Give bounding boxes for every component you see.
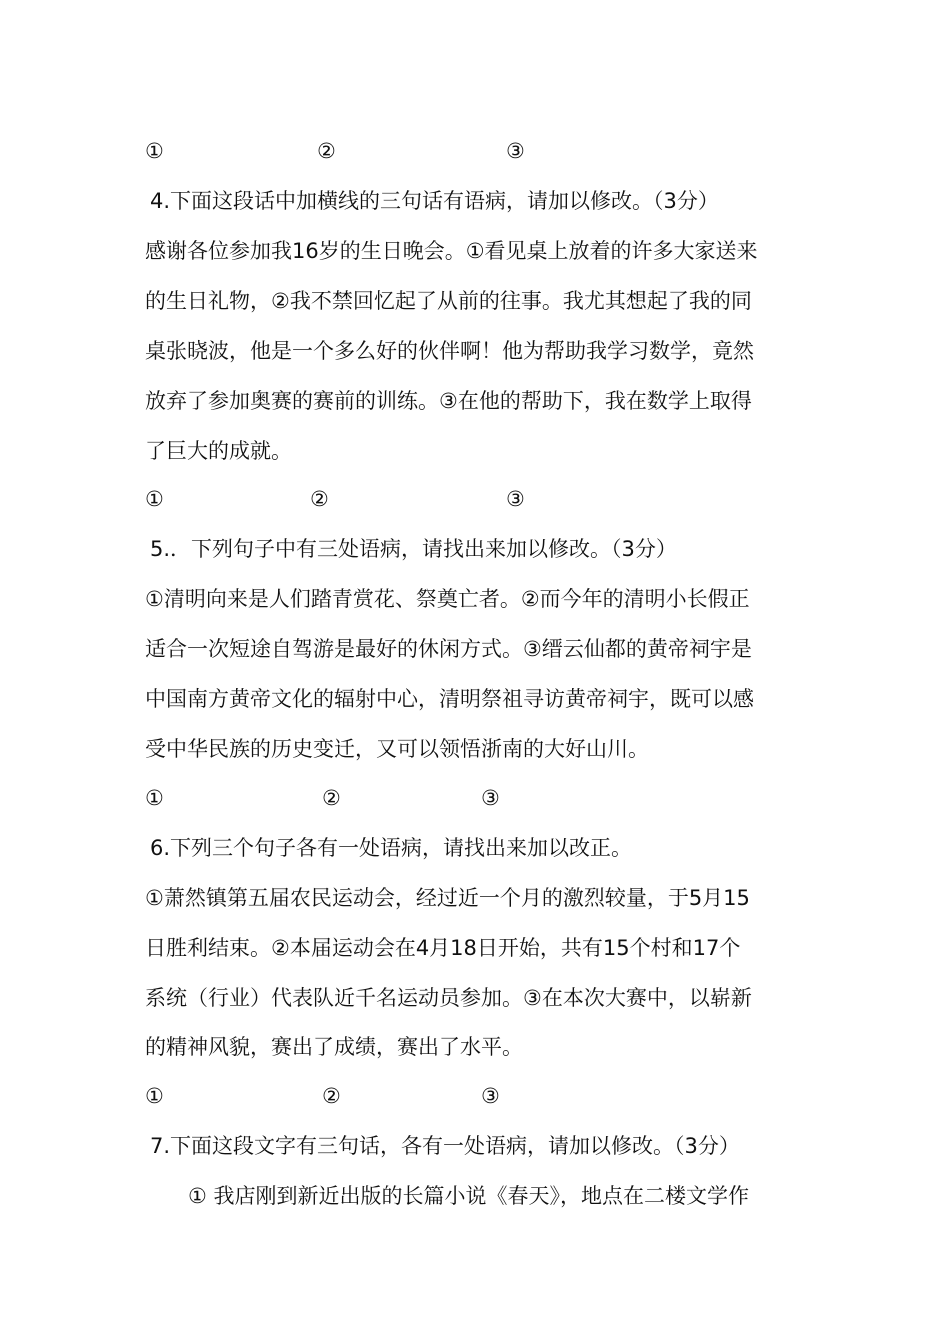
question-4-title: 4.下面这段话中加横线的三句话有语病，请加以修改。（3分） <box>150 189 719 213</box>
answer-blank-1: ① <box>145 786 164 810</box>
answer-blank-1: ① <box>145 487 164 511</box>
answer-blank-3: ③ <box>481 786 500 810</box>
question-6-line: 的精神风貌，赛出了成绩，赛出了水平。 <box>145 1035 523 1059</box>
question-6-title: 6.下列三个句子各有一处语病，请找出来加以改正。 <box>150 836 633 860</box>
question-6-line: 日胜利结束。②本届运动会在4月18日开始，共有15个村和17个 <box>145 936 741 960</box>
question-4-line: 了巨大的成就。 <box>145 439 292 463</box>
answer-blank-2: ② <box>322 1084 341 1108</box>
question-5-line: 受中华民族的历史变迁，又可以领悟浙南的大好山川。 <box>145 737 649 761</box>
answer-blank-3: ③ <box>506 139 525 163</box>
question-6-line: 系统（行业）代表队近千名运动员参加。③在本次大赛中，以崭新 <box>145 986 752 1010</box>
answer-blank-3: ③ <box>506 487 525 511</box>
question-4-line: 放弃了参加奥赛的赛前的训练。③在他的帮助下，我在数学上取得 <box>145 389 752 413</box>
question-7-title: 7.下面这段文字有三句话，各有一处语病，请加以修改。（3分） <box>150 1134 740 1158</box>
question-4-line: 桌张晓波，他是一个多么好的伙伴啊！他为帮助我学习数学，竟然 <box>145 339 754 363</box>
answer-blank-1: ① <box>145 139 164 163</box>
answer-blank-2: ② <box>322 786 341 810</box>
answer-blank-1: ① <box>145 1084 164 1108</box>
question-5-line: 中国南方黄帝文化的辐射中心，清明祭祖寻访黄帝祠宇，既可以感 <box>145 687 754 711</box>
answer-blank-2: ② <box>310 487 329 511</box>
question-5-title: 5.．下列句子中有三处语病，请找出来加以修改。（3分） <box>150 537 677 561</box>
question-4-line: 感谢各位参加我16岁的生日晚会。①看见桌上放着的许多大家送来 <box>145 239 758 263</box>
question-6-line: ①萧然镇第五届农民运动会，经过近一个月的激烈较量，于5月15 <box>145 886 750 910</box>
question-4-line: 的生日礼物，②我不禁回忆起了从前的往事。我尤其想起了我的同 <box>145 289 752 313</box>
answer-blank-2: ② <box>317 139 336 163</box>
question-5-line: 适合一次短途自驾游是最好的休闲方式。③缙云仙都的黄帝祠宇是 <box>145 637 752 661</box>
answer-blank-3: ③ <box>481 1084 500 1108</box>
question-5-line: ①清明向来是人们踏青赏花、祭奠亡者。②而今年的清明小长假正 <box>145 587 750 611</box>
question-7-line: ① 我店刚到新近出版的长篇小说《春天》，地点在二楼文学作 <box>188 1184 749 1208</box>
